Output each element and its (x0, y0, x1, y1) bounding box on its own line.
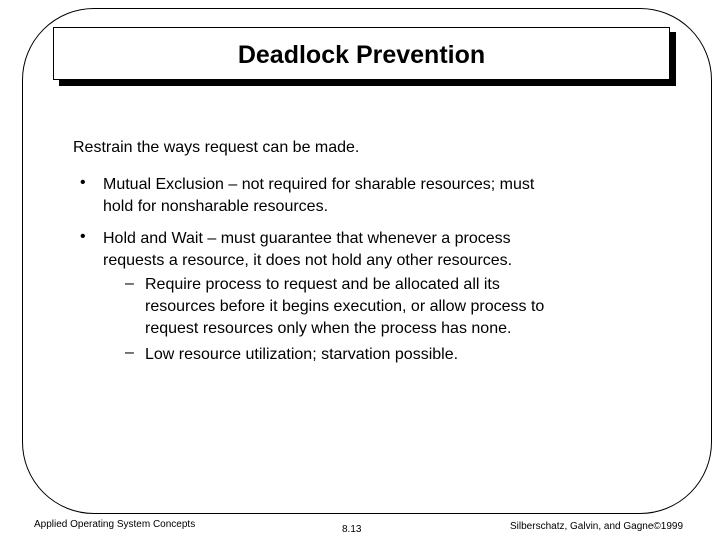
bullet-1-marker: • (80, 174, 86, 191)
bullet-1-line-2: hold for nonsharable resources. (103, 198, 329, 215)
footer-page-number: 8.13 (342, 524, 362, 535)
sub-item-2-line-1: Low resource utilization; starvation possible. (145, 346, 459, 363)
sub-item-1-line-1: Require process to request and be allocated all its (145, 276, 500, 293)
sub-item-1-line-2: resources before it begins execution, or allow process to (145, 298, 545, 315)
bullet-2-line-1: Hold and Wait – must guarantee that whenever a process (103, 230, 511, 247)
sub-item-1-marker: – (125, 275, 134, 292)
bullet-1-line-1: Mutual Exclusion – not required for sharable resources; must (103, 176, 535, 193)
slide-title: Deadlock Prevention (237, 41, 486, 69)
sub-item-1-line-3: request resources only when the process has none. (145, 320, 512, 337)
bullet-2-line-2: requests a resource, it does not hold any other resources. (103, 252, 513, 269)
bullet-2-marker: • (80, 228, 86, 245)
footer-left: Applied Operating System Concepts (34, 519, 196, 530)
title-box (53, 27, 670, 80)
sub-item-2-marker: – (125, 344, 134, 361)
footer-right: Silberschatz, Galvin, and Gagne©1999 (510, 521, 684, 532)
intro-text: Restrain the ways request can be made. (73, 139, 360, 156)
